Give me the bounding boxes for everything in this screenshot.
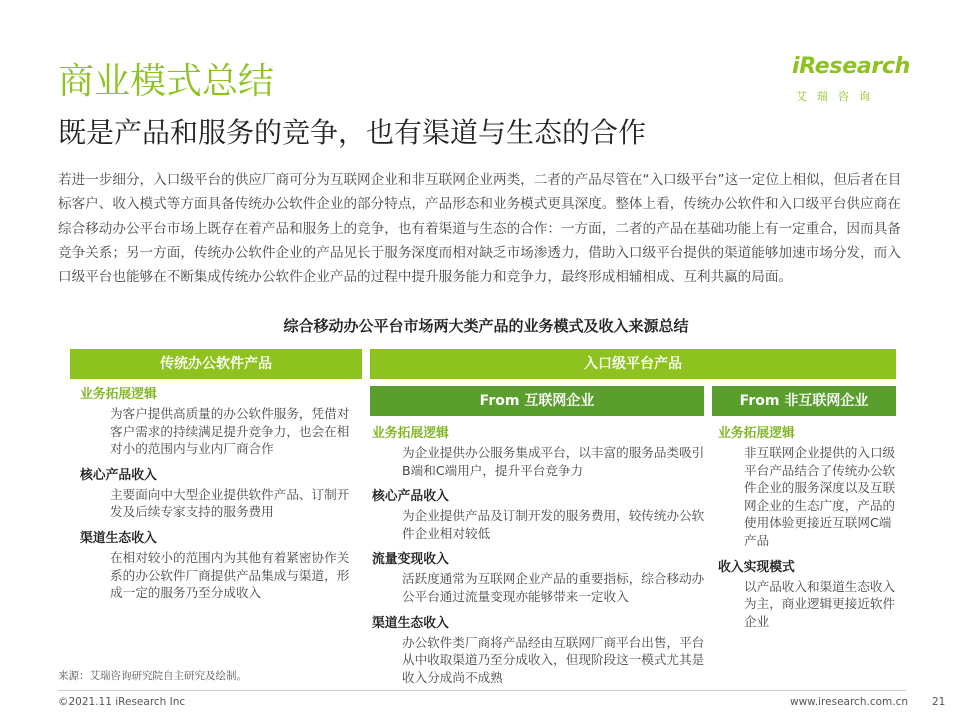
column-internet xyxy=(372,424,706,694)
column-text: 为企业提供办公服务集成平台，以丰富的服务品类吸引B端和C端用户，提升平台竞争力 xyxy=(402,445,705,478)
header-entry-platform: 入口级平台产品 xyxy=(370,349,896,379)
page-number: 21 xyxy=(932,696,946,708)
column-heading: 流量变现收入 xyxy=(372,552,449,568)
column-text: 主要面向中大型企业提供软件产品、订制开发及后续专家支持的服务费用 xyxy=(110,486,350,520)
website-link[interactable]: www.iresearch.com.cn xyxy=(790,696,909,708)
page-title: 商业模式总结 xyxy=(58,61,275,102)
column-heading: 业务拓展逻辑 xyxy=(372,426,449,441)
column-heading: 核心产品收入 xyxy=(80,467,157,483)
column-non-internet xyxy=(718,424,898,638)
column-heading: 业务拓展逻辑 xyxy=(718,426,795,441)
iresearch-logo xyxy=(792,54,910,110)
column-text: 活跃度通常为互联网企业产品的重要指标，综合移动办公平台通过流量变现亦能够带来一定收入 xyxy=(402,571,705,604)
column-text: 以产品收入和渠道生态收入为主，商业逻辑更接近软件企业 xyxy=(744,578,896,629)
header-internet: From 互联网企业 xyxy=(370,386,704,416)
section-title: 综合移动办公平台市场两大类产品的业务模式及收入来源总结 xyxy=(283,317,689,335)
header-non-internet: From 非互联网企业 xyxy=(712,386,896,416)
column-heading: 收入实现模式 xyxy=(718,559,795,575)
source-note: 来源：艾瑞咨询研究院自主研究及绘制。 xyxy=(58,670,247,682)
column-traditional xyxy=(80,385,360,610)
column-text: 为企业提供产品及订制开发的服务费用，较传统办公软件企业相对较低 xyxy=(402,508,705,541)
column-text: 非互联网企业提供的入口级平台产品结合了传统办公软件企业的服务深度以及互联网企业的生态广度，产品的使用体验更接近互联网C端产品 xyxy=(744,445,896,548)
column-heading: 渠道生态收入 xyxy=(80,530,157,546)
logo-text: iResearch xyxy=(792,54,911,79)
column-heading: 业务拓展逻辑 xyxy=(80,387,157,402)
page-subtitle: 既是产品和服务的竞争，也有渠道与生态的合作 xyxy=(58,116,647,149)
column-text: 办公软件类厂商将产品经由互联网厂商平台出售，平台从中收取渠道乃至分成收入，但现阶段这一模式尤其是收入分成尚不成熟 xyxy=(402,634,705,685)
header-traditional: 传统办公软件产品 xyxy=(70,349,362,379)
column-text: 为客户提供高质量的办公软件服务，凭借对客户需求的持续满足提升竞争力，也会在相对小的范围内与业内厂商合作 xyxy=(110,406,350,457)
column-heading: 渠道生态收入 xyxy=(372,615,449,631)
intro-text: 若进一步细分，入口级平台的供应厂商可分为互联网企业和非互联网企业两类，二者的产品尽管在“入口级平台”这一定位上相似，但后者在目标客户、收入模式等方面具备传统办公软件企业的部分特点，产品形态和业务模式更具深度。整体上看，传统办公软件和入口级平台供应商在综合移动办公平台市场上既存在着产品和服务上的竞争，也有着渠道与生态的合作：一方面，二者的产品在基础功能上有一定重合，因而具备竞争关系；另一方面，传统办公软件企业的产品见长于服务深度而相对缺乏市场渗透力，借助入口级平台提供的渠道能够加速市场分发，而入口级平台也能够在不断集成传统办公软件企业产品的过程中提升服务能力和竞争力，最终形成相辅相成、互利共赢的局面。 xyxy=(58,172,902,286)
intro-paragraph xyxy=(58,168,914,289)
column-text: 在相对较小的范围内为其他有着紧密协作关系的办公软件厂商提供产品集成与渠道，形成一定的服务乃至分成收入 xyxy=(110,549,350,601)
column-heading: 核心产品收入 xyxy=(372,489,449,505)
footer-divider xyxy=(58,690,906,691)
copyright: ©2021.11 iResearch Inc xyxy=(58,696,186,708)
logo-cn-text: 艾瑞咨询 xyxy=(796,90,880,103)
